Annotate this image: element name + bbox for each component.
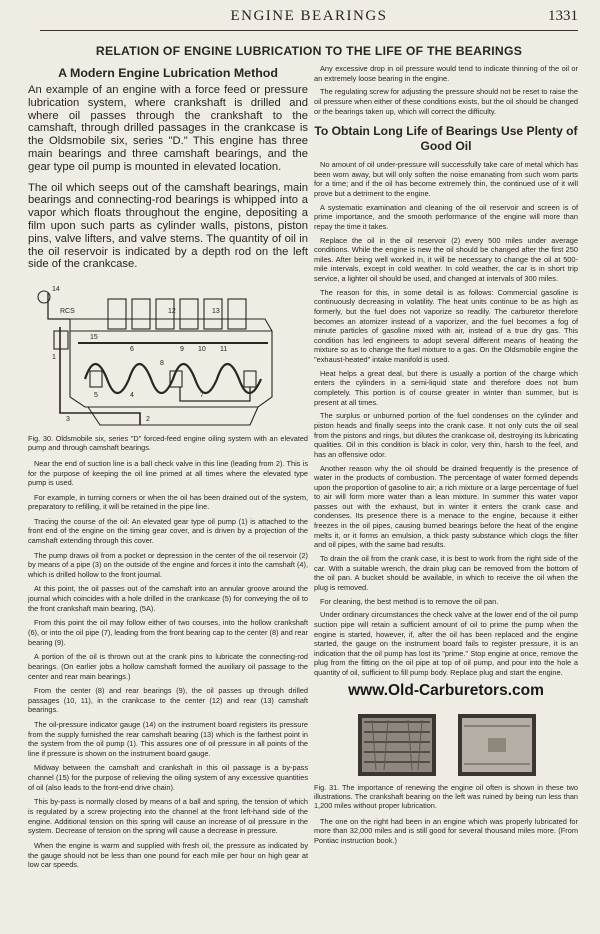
figure-label: 3 [66,416,70,424]
figure-label: 14 [52,286,60,294]
figure-label: 8 [160,360,164,368]
body-paragraph: A portion of the oil is thrown out at the crank pins to lubricate the connecting-rod bearings. (On earlier jobs a hollow camshaft formed the auxiliary oil passage to the center and rear main bearings.) [28,652,308,681]
body-paragraph: To drain the oil from the crank case, it is best to work from the right side of the car. With a suitable wrench, the drain plug can be removed from the bottom of the oil pan. A bucket should be available, in which to receive the oil when the plug is removed. [314,554,578,592]
body-paragraph: The reason for this, in some detail is as follows: Commercial gasoline is continuously decreasing in volatility. The heat units continue to be as high as formerly, but the fuel does not vaporize so readily. The carburetor therefore becomes an atomizer instead of a vaporizer, and the fuel becomes a fog of minute particles of gasoline mixed with air, instead of a true dry gas. This condition has led engineers to adopt several different means of heating the mixture so as to change the fuel mixture to a gas. On the Oldsmobile engine the "exhaust-heated" intake manifold is used. [314,287,578,364]
running-title: ENGINE BEARINGS [230,8,388,24]
figure-label: 12 [168,308,176,316]
figure-label: 6 [130,346,134,354]
body-paragraph: A systematic examination and cleaning of the oil reservoir and screen is of prime importance, and the smooth performance of the engine will more than repay the time it takes. [314,202,578,231]
figure-label: 10 [198,346,206,354]
watermark-url: www.Old-Carburetors.com [348,681,544,699]
body-paragraph: Heat helps a great deal, but there is usually a portion of the charge which enters the cylinders in a semi-liquid state and therefore does not burn completely. This portion is of course greater in winter than summer, but is present at all times. [314,368,578,407]
body-paragraph: Near the end of suction line is a ball check valve in this line (leading from 2). This is for the purpose of keeping the oil line primed at all times where the elevated type pump is used. [28,458,308,488]
body-paragraph: For example, in turning corners or when the oil has been drained out of the system, preparatory to refilling, it will be retained in the pipe line. [28,492,308,512]
left-column [28,64,308,875]
left-heading: A Modern Engine Lubrication Method [58,66,278,80]
right-column [314,64,578,850]
body-paragraph: At this point, the oil passes out of the camshaft into an annular groove around the journal which coincides with a hole drilled in the crankcase (5) for conveying the oil to the front crankshaft main bearing, (5A). [28,584,308,613]
body-paragraph: The oil-pressure indicator gauge (14) on the instrument board registers its pressure from the supply furnished the rear camshaft bearing (13) which is the farthest point in the system from the oil pump (1). This assures one of oil pressure in all points of the line if pressure is shown on the instrument board gauge. [28,719,308,758]
body-paragraph: Replace the oil in the oil reservoir (2) every 500 miles under average conditions. While the engine is new the oil should be changed after the first 250 miles. After being well worked in, it will be necessary to change the oil at 500-mile intervals, except in cold weather. In cold weather, the car is in short trip service, a lighter oil should be used, and changed at intervals of 300 miles. [314,235,578,284]
body-paragraph: Tracing the course of the oil: An elevated gear type oil pump (1) is attached to the front end of the engine on the timing gear cover, and is driven by a projection of the camshaft extending through this cover. [28,516,308,546]
figure-label: 2 [146,416,150,424]
body-paragraph: For cleaning, the best method is to remove the oil pan. [320,596,499,606]
body-paragraph: Under ordinary circumstances the check valve at the lower end of the oil pump suction pipe will retain a sufficient amount of oil to prime the pump when the engine is started, however, if, after the oil has been replaced and the engine started, the gauge on the instrument board fails to register pressure, it is an indication that the oil pump has lost its "prime." Stop engine at once, remove the plug from the fitting on the oil pipe at top of oil pump, and pour into the hole a quantity of oil, sufficient to fill pump body. Replace plug and start the engine. [314,610,578,677]
bearing-photos [318,708,573,780]
figure-caption: Fig. 31. The importance of renewing the engine oil often is shown in these two illustrations. The crankshaft bearing on the left was ruined by being run less than 1,200 miles without proper lubrication. [314,782,578,811]
lead-paragraph: The oil which seeps out of the camshaft bearings, main bearings and connecting-rod bearings is whipped into a vapor which floats throughout the engine, depositing a film upon such parts as cylinder walls, pistons, piston pins, valve lifters, and valve stems. The quantity of oil in the oil reservoir is indicated by a depth rod on the left side of the crankcase. [28,181,308,271]
figure-label: 11 [220,346,228,354]
figure-label: 4 [130,392,134,400]
body-paragraph: Any excessive drop in oil pressure would tend to indicate thinning of the oil or an extremely loose bearing in the engine. [314,64,578,83]
figure-label: 9 [180,346,184,354]
figure-label: 13 [212,308,220,316]
figure-label: 15 [90,334,98,342]
figure-label: 1 [52,354,56,362]
body-paragraph: Midway between the camshaft and crankshaft in this oil passage is a by-pass channel (15) for the purpose of relieving the oiling system of any excessive quantities of oil (also leads to the front-end drive chain). [28,763,308,792]
body-paragraph: The pump draws oil from a pocket or depression in the center of the oil reservoir (2) by means of a pipe (3) on the outside of the engine and forces it into the camshaft (4), which is drilled hollow to the front journal. [28,550,308,580]
worn-bearing-image [358,714,436,776]
figure-label: 5 [94,392,98,400]
article-title: RELATION OF ENGINE LUBRICATION TO THE LIFE OF THE BEARINGS [95,44,523,58]
body-paragraph: When the engine is warm and supplied with fresh oil, the pressure as indicated by the gauge should not be less than one pound for each mile per hour on high gear at low car speeds. [28,840,308,870]
right-heading: To Obtain Long Life of Bearings Use Plenty of Good Oil [314,124,578,154]
body-paragraph: The surplus or unburned portion of the fuel condenses on the cylinder and piston heads and finally seeps into the crank case. It not only cuts the oil seal from the pistons and rings, but dilutes the crankcase oil, destroying its lubricating qualities. Oil in this condition is black in color, very thin, harsh to the feel, and has an offensive odor. [314,411,578,459]
figure-label: RCS [60,308,75,316]
body-paragraph: From the center (8) and rear bearings (9), the oil passes up through drilled passages (10, 11), in the crankcase to the center (12) and rear (13) camshaft bearings. [28,685,308,715]
body-paragraph: From this point the oil may follow either of two courses, into the hollow crankshaft (6), or into the oil pipe (7), leading from the front bearing cap to the center (8) and rear bearing (9). [28,618,308,647]
body-paragraph: The one on the right had been in an engine which was properly lubricated for more than 32,000 miles and is still good for several thousand miles more. (From Pontiac instruction book.) [314,816,578,845]
good-bearing-image [458,714,536,776]
body-paragraph: The regulating screw for adjusting the pressure should not be reset to raise the oil pressure when either of these conditions exists, but the oil should be changed or the bearings taken up, which will correct the difficulty. [314,87,578,116]
figure-label: 7 [200,392,204,400]
page-number: 1331 [548,8,578,24]
figure-caption: Fig. 30. Oldsmobile six, series "D" forced-feed engine oiling system with an elevated pump and through camshaft bearings. [28,434,308,453]
engine-oiling-diagram [30,279,300,431]
body-paragraph: Another reason why the oil should be drained frequently is the presence of water in the products of combustion. The percentage of water formed depends upon the proportion of gasoline to air; a rich mixture or a large percentage of fuel to air will form more water than a lean mixture. In summer this water vapor passes out with the exhaust, but in winter it enters the crank case and condenses. Its presence there is a menace to the engine, because it either freezes in the oil pipes, causing burned bearings before the heat of the engine melts it, or it forms an emulsion, a thick pasty substance which clogs the filter and oil pipes, with the same bad results. [314,463,578,550]
running-head [40,8,578,31]
lead-paragraph: An example of an engine with a force feed or pressure lubrication system, where crankshaft is drilled and where oil passes through the crankshaft to the camshaft, through drilled passages in the crankcase is the Oldsmobile six, series "D." This engine has three main bearings and three camshaft bearings, and the gear type oil pump is mounted in elevated location. [28,84,308,173]
body-paragraph: No amount of oil under-pressure will successfully take care of metal which has been worn away, but will only soften the noise emanating from such worn parts for a time; and if the oil has become extremely thin, the continued use of it will prove but a detriment to the engine. [314,160,578,198]
body-paragraph: This by-pass is normally closed by means of a ball and spring, the tension of which is regulated by a screw projecting into the channel at the front left-hand side of the engine. Additional tension on this spring will cause an increase of oil pressure in the system. Decrease of tension on the spring will cause a decrease in pressure. [28,797,308,836]
